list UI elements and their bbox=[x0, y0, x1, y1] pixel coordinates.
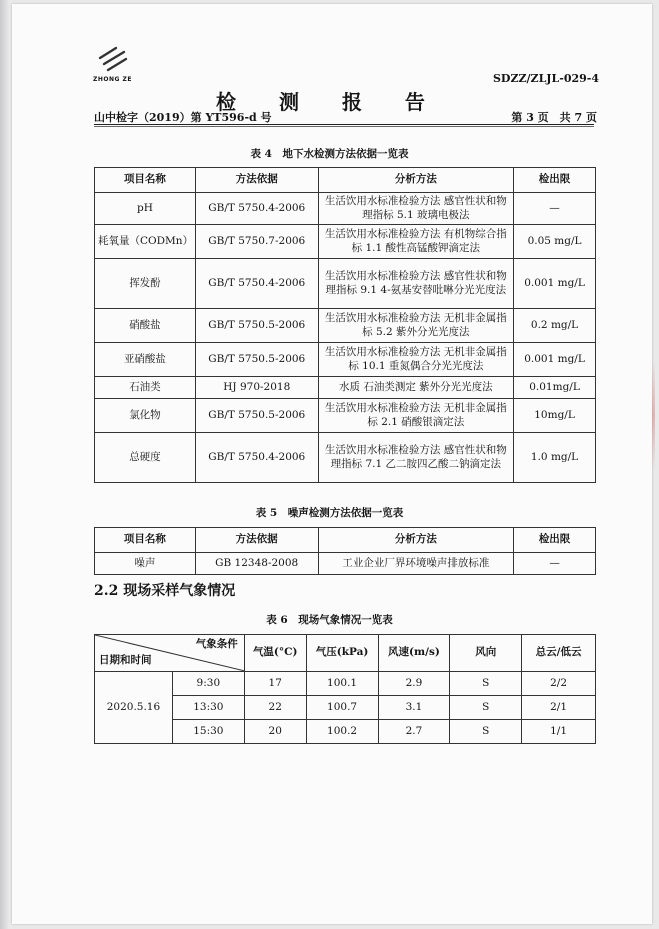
method-cell: 生活饮用水标准检验方法 无机非金属指标 2.1 硝酸银滴定法 bbox=[318, 399, 513, 433]
page-title: 检 测 报 告 bbox=[216, 90, 443, 114]
wind-speed-cell: 2.9 bbox=[378, 672, 450, 696]
header-cell: 检出限 bbox=[514, 528, 596, 553]
header-cell: 方法依据 bbox=[195, 168, 318, 193]
groundwater-method-table bbox=[94, 167, 596, 483]
method-cell: 生活饮用水标准检验方法 感官性状和物理指标 5.1 玻璃电极法 bbox=[318, 193, 513, 225]
item-name-cell: 噪声 bbox=[95, 553, 196, 575]
cloud-cell: 2/2 bbox=[522, 672, 596, 696]
corner-top-label: 气象条件 bbox=[195, 638, 238, 650]
corner-bottom-label: 日期和时间 bbox=[99, 654, 152, 667]
header-cell: 项目名称 bbox=[95, 168, 196, 193]
header-cell: 风速(m/s) bbox=[378, 635, 450, 672]
table-row bbox=[95, 193, 596, 225]
header-cell: 方法依据 bbox=[195, 528, 318, 553]
pressure-cell: 100.2 bbox=[306, 720, 378, 744]
method-cell: 生活饮用水标准检验方法 无机非金属指标 5.2 紫外分光光度法 bbox=[318, 309, 513, 343]
wind-speed-cell: 2.7 bbox=[378, 720, 450, 744]
method-cell: 水质 石油类测定 紫外分光光度法 bbox=[318, 377, 513, 399]
limit-cell: 1.0 mg/L bbox=[514, 433, 596, 483]
table4-caption: 表 4 地下水检测方法依据一览表 bbox=[250, 148, 409, 160]
cloud-cell: 2/1 bbox=[522, 696, 596, 720]
method-cell: 生活饮用水标准检验方法 感官性状和物理指标 9.1 4-氨基安替吡啉分光光度法 bbox=[318, 259, 513, 309]
standard-cell: GB/T 5750.5-2006 bbox=[195, 343, 318, 377]
item-name-cell: 总硬度 bbox=[95, 433, 196, 483]
corner-header-cell bbox=[95, 635, 245, 672]
weather-table bbox=[94, 634, 596, 744]
standard-cell: GB/T 5750.4-2006 bbox=[195, 433, 318, 483]
standard-cell: GB/T 5750.4-2006 bbox=[195, 193, 318, 225]
header-cell: 风向 bbox=[450, 635, 522, 672]
header-cell: 检出限 bbox=[514, 168, 596, 193]
header-rule bbox=[94, 124, 594, 125]
table-row bbox=[95, 343, 596, 377]
item-name-cell: 亚硝酸盐 bbox=[95, 343, 196, 377]
section-title: 2.2 现场采样气象情况 bbox=[94, 583, 236, 599]
item-name-cell: 硝酸盐 bbox=[95, 309, 196, 343]
header-cell: 项目名称 bbox=[95, 528, 196, 553]
table-row bbox=[95, 225, 596, 259]
header-rule-thin bbox=[94, 126, 594, 127]
table-row bbox=[95, 553, 596, 575]
wind-direction-cell: S bbox=[450, 696, 522, 720]
company-logo-icon bbox=[94, 44, 132, 76]
table-row bbox=[95, 433, 596, 483]
scan-binding-edge bbox=[0, 0, 10, 929]
header-cell: 总云/低云 bbox=[522, 635, 596, 672]
header-cell: 分析方法 bbox=[318, 168, 513, 193]
report-number: 山中检字（2019）第 YT596-d 号 bbox=[94, 111, 272, 124]
limit-cell: 10mg/L bbox=[514, 399, 596, 433]
table-row bbox=[95, 377, 596, 399]
standard-cell: GB/T 5750.4-2006 bbox=[195, 259, 318, 309]
stamp-bleed-mark bbox=[652, 360, 655, 470]
cloud-cell: 1/1 bbox=[522, 720, 596, 744]
temperature-cell: 20 bbox=[244, 720, 306, 744]
page-number: 第 3 页 共 7 页 bbox=[511, 111, 597, 124]
standard-cell: GB/T 5750.5-2006 bbox=[195, 309, 318, 343]
method-cell: 生活饮用水标准检验方法 无机非金属指标 10.1 重氮偶合分光光度法 bbox=[318, 343, 513, 377]
header-row bbox=[95, 168, 596, 193]
item-name-cell: 挥发酚 bbox=[95, 259, 196, 309]
limit-cell: 0.001 mg/L bbox=[514, 343, 596, 377]
method-cell: 生活饮用水标准检验方法 感官性状和物理指标 7.1 乙二胺四乙酸二钠滴定法 bbox=[318, 433, 513, 483]
limit-cell: 0.2 mg/L bbox=[514, 309, 596, 343]
limit-cell: 0.01mg/L bbox=[514, 377, 596, 399]
item-name-cell: 耗氧量（CODMn） bbox=[95, 225, 196, 259]
standard-cell: GB 12348-2008 bbox=[195, 553, 318, 575]
limit-cell: — bbox=[514, 193, 596, 225]
header-cell: 气温(°C) bbox=[244, 635, 306, 672]
time-cell: 13:30 bbox=[172, 696, 244, 720]
method-cell: 生活饮用水标准检验方法 有机物综合指标 1.1 酸性高锰酸钾滴定法 bbox=[318, 225, 513, 259]
pressure-cell: 100.7 bbox=[306, 696, 378, 720]
noise-method-table bbox=[94, 527, 596, 575]
standard-cell: GB/T 5750.7-2006 bbox=[195, 225, 318, 259]
table-row bbox=[95, 672, 596, 696]
wind-direction-cell: S bbox=[450, 672, 522, 696]
method-cell: 工业企业厂界环境噪声排放标准 bbox=[318, 553, 514, 575]
table-row bbox=[95, 259, 596, 309]
header-cell: 气压(kPa) bbox=[306, 635, 378, 672]
logo-text: ZHONG ZE bbox=[93, 76, 132, 83]
table-row bbox=[95, 309, 596, 343]
time-cell: 9:30 bbox=[172, 672, 244, 696]
limit-cell: 0.05 mg/L bbox=[514, 225, 596, 259]
table5-caption: 表 5 噪声检测方法依据一览表 bbox=[255, 507, 404, 519]
limit-cell: 0.001 mg/L bbox=[514, 259, 596, 309]
temperature-cell: 17 bbox=[244, 672, 306, 696]
date-cell: 2020.5.16 bbox=[95, 672, 173, 744]
item-name-cell: 氯化物 bbox=[95, 399, 196, 433]
pressure-cell: 100.1 bbox=[306, 672, 378, 696]
header-cell: 分析方法 bbox=[318, 528, 514, 553]
table6-caption: 表 6 现场气象情况一览表 bbox=[266, 614, 393, 626]
standard-cell: HJ 970-2018 bbox=[195, 377, 318, 399]
limit-cell: — bbox=[514, 553, 596, 575]
item-name-cell: 石油类 bbox=[95, 377, 196, 399]
document-code: SDZZ/ZLJL-029-4 bbox=[492, 72, 599, 85]
header-row bbox=[95, 528, 596, 553]
wind-speed-cell: 3.1 bbox=[378, 696, 450, 720]
item-name-cell: pH bbox=[95, 193, 196, 225]
wind-direction-cell: S bbox=[450, 720, 522, 744]
standard-cell: GB/T 5750.5-2006 bbox=[195, 399, 318, 433]
temperature-cell: 22 bbox=[244, 696, 306, 720]
table-row bbox=[95, 399, 596, 433]
time-cell: 15:30 bbox=[172, 720, 244, 744]
